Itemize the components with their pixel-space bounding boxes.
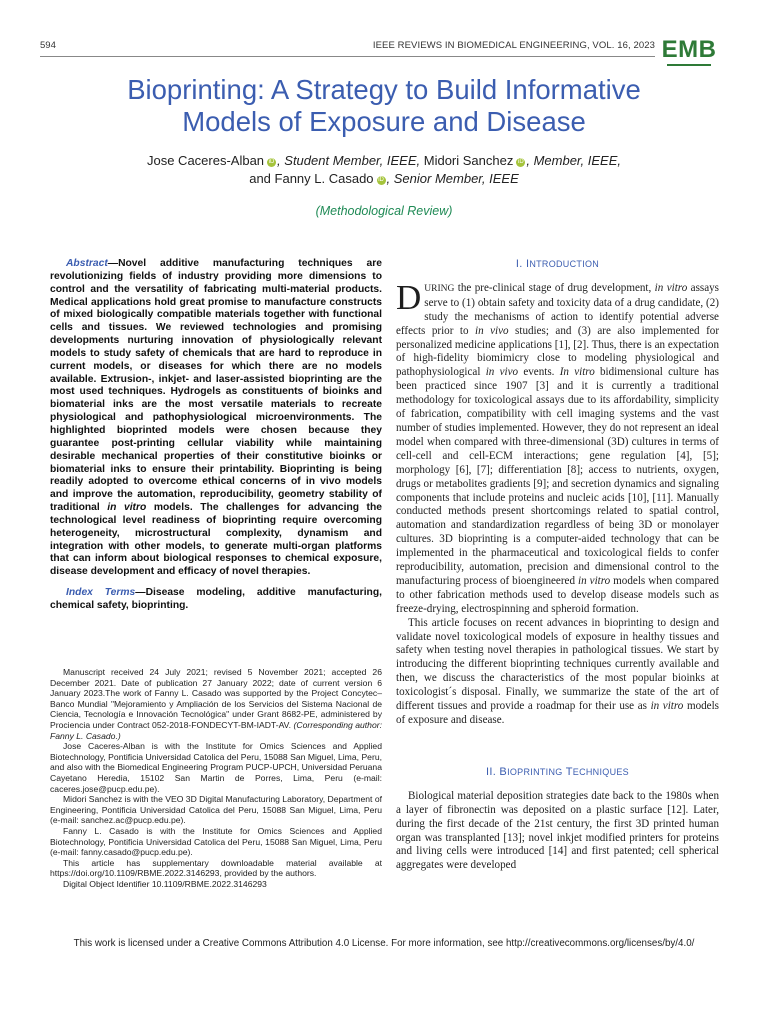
section-number: II.: [485, 765, 497, 778]
author-line-1: [60, 152, 708, 170]
lead-word: URING: [424, 283, 455, 294]
section-title-rest: NTRODUCTION: [529, 259, 600, 269]
section-title-rest: IOPRINTING: [507, 766, 563, 777]
corresponding-author: (Corresponding author: Fanny L. Casado.): [50, 719, 382, 741]
author-name: Jose Caceres-Alban: [146, 153, 265, 168]
author-name: Midori Sanchez: [423, 153, 514, 168]
right-column: [396, 258, 719, 873]
abstract-text-end: models. The challenges for advancing the technological level readiness of bioprinting require overcoming heterogeneity, microstructural complexity, dynamism and integration with other models, to generate multi-organ platforms that can inform about biological responses to chemical exposure, disease development and efficacy of novel therapies.: [50, 502, 382, 578]
paragraph-text: assays serve to (1) obtain safety and toxicity data of a drug candidate, (2) study the mechanisms of action to identify potential adverse effects prior to: [396, 281, 719, 337]
intro-paragraph-1: [396, 277, 720, 617]
emb-logo: [658, 36, 720, 74]
running-header: IEEE REVIEWS IN BIOMEDICAL ENGINEERING, VOL. 16, 2023: [372, 40, 655, 51]
affiliation-1: Jose Caceres-Alban is with the Institute for Omics Sciences and Applied Biotechnology, Pontificia Universidad Catolica del Peru, 15088 San Miguel, Lima, Peru, and also with the Biomedical Engineering Program PUCP-UPCH, Universidad Peruana Cayetano Heredia, 15102 San Martin de Porres, Lima, Peru (e-mail: caceres.jose@pucp.edu.pe).: [50, 741, 382, 794]
orcid-icon[interactable]: iD: [378, 177, 384, 183]
abstract: [50, 258, 382, 579]
author-membership: , Senior Member, IEEE: [386, 171, 519, 186]
abstract-label: Abstract: [66, 258, 108, 269]
doi-note: Digital Object Identifier 10.1109/RBME.2022.3146293: [63, 878, 267, 889]
paragraph-text: bidimensional culture has been practiced since 1907 [3] and it is currently a traditional methodology for toxicological assays due to its affordability, simplicity of fabrication, compatibility with cell imaging systems and the vast number of studies implemented. However, they do not represent an ideal model when compared with three-dimensional (3D) cultures in terms of cell-cell and cell-ECM interactions; gene regulation [4], [5]; morphology [6], [7]; differentiation [8]; access to nutrients, oxygen, drugs or metabolites gradients [9]; and secretion dynamics and signaling components that include proteins and nucleic acids [10], [11]. Manually conducted methods present shortcomings related to spatial control, automation and standardization regardless of being 3D or monolayer cultures. 3D bioprinting is a computer-aided technology that can be implemented in the pharmaceutical and toxicological fields to confer reproducibility, automation, precision and dimensional control to the manufacturing process of bioengineered: [396, 366, 719, 587]
intro-paragraph-2: [396, 617, 719, 728]
paragraph-text: studies; and (3) are also implemented for personalized medicine applications [1], [2]. Thus, there is an expectation of high-fidelity biomimicry close to modeling physiological and pathophysiological: [396, 324, 720, 379]
paragraph-text: events.: [518, 366, 560, 379]
emb-logo-bar: [667, 64, 711, 66]
italic-term: in vivo: [474, 324, 509, 337]
section2-paragraph-1: Biological material deposition strategies date back to the 1980s when a layer of fibronectin was deposited on a plastic surface [12]. Later, during the first decade of the 21st century, the first 3D printed human organ was transplanted [13]; novel inkjet modified printers for proteins and living cells were introduced [14] and first patented; cell spherical aggregates were developed: [396, 789, 719, 872]
italic-term: in vitro: [654, 281, 688, 294]
manuscript-received: [50, 667, 382, 741]
orcid-icon[interactable]: iD: [518, 159, 524, 165]
section-heading-introduction: [396, 258, 719, 272]
abstract-text: Novel additive manufacturing techniques are revolutionizing fields of industry providing more dimensions to control and the versatility of fabricating multi-material products. Medical applications hold great promise to manufacture constructs of mixed biologically compatible materials together with functional cells and tissues. We reviewed technologies and promising developments nurturing innovation of physiologically relevant models to study safety of chemicals that are hard to reproduce in current models, or diseases for which there are no models available. Extrusion-, inkjet- and laser-assisted bioprinting are the most used techniques. Hydrogels as constituents of bioinks and biomaterial inks are the most versatile materials to recreate physiological and pathophysiological microenvironments. The highlighted bioprinted models were chosen because they guarantee post-printing cellular viability while maintaining desirable mechanical properties of their constitutive bioinks or biomaterial inks to ensure their printability. Bioprinting is being readily adopted to overcome ethical concerns of in vivo models and improve the automation, reproducibility, geometry stability of traditional: [50, 258, 382, 514]
review-type: (Methodological Review): [315, 204, 453, 218]
manuscript-notes: [50, 667, 382, 889]
license-notice: This work is licensed under a Creative Commons Attribution 4.0 License. For more information, see http://creativecommons.org/licenses/by/4.0/: [73, 938, 695, 949]
index-terms: [50, 587, 382, 613]
paragraph-text: models of exposure and disease.: [396, 700, 719, 726]
section-number: I.: [515, 258, 523, 270]
orcid-icon[interactable]: iD: [268, 159, 275, 165]
author-name: and Fanny L. Casado: [249, 171, 374, 186]
section-title-initial: I: [525, 258, 530, 270]
paragraph-text: This article focuses on recent advances in bioprinting to design and validate novel toxicological models of exposure in healthy tissues and safety when testing novel therapies in pathological tissues. We start by introducing the different bioprinting techniques currently available and then, we discuss the characteristics of the most popular bioinks at toxicologist´s disposal. Finally, we summarize the state of the art of different tissues and provide a roadmap for their use as: [396, 616, 719, 713]
paragraph-text: models when compared to other fabrication methods used to develop disease models such as freeze-drying, electrospinning and spheroid formation.: [396, 574, 719, 615]
abstract-italic: in vitro: [107, 502, 147, 514]
funding-text: Manuscript received 24 July 2021; revised 5 November 2021; accepted 26 December 2021. Date of publication 27 January 2022; date of current version 6 January 2023.The work of Fanny L. Casado was supported by the Project Concytec–Banco Mundial "Mejoramiento y Ampliación de los Servicios del Sistema Nacional de Ciencia, Tecnología e Innovación Tecnológica" under Grant 8682-PE, administered by Prociencia under Contract 052-2018-FONDECYT-BM-IADT-AV.: [50, 667, 382, 730]
emb-logo-text: EMB: [661, 36, 717, 63]
section-title-initial: T: [565, 765, 573, 778]
section-heading-bioprinting-techniques: [396, 766, 719, 780]
index-terms-text: Disease modeling, additive manufacturing, chemical safety, bioprinting.: [50, 587, 382, 611]
index-terms-dash: —: [135, 587, 146, 599]
author-membership: , Member, IEEE,: [526, 153, 622, 168]
supplementary-note: This article has supplementary downloadable material available at https://doi.org/10.1109/RBME.2022.3146293, provided by the authors.: [50, 857, 382, 879]
article-title: [60, 74, 708, 138]
italic-term: In vitro: [559, 366, 595, 379]
left-column: [50, 258, 382, 613]
italic-term: in vitro: [650, 700, 684, 713]
title-line-1: Bioprinting: A Strategy to Build Informative: [127, 74, 641, 105]
affiliation-2: Midori Sanchez is with the VEO 3D Digital Manufacturing Laboratory, Department of Engineering, Pontificia Universidad Catolica del Peru, 15088 San Miguel, Lima, Peru (e-mail: sanchez.ac@pucp.edu.pe).: [50, 794, 382, 826]
author-membership: , Student Member, IEEE,: [277, 153, 421, 168]
affiliation-3: Fanny L. Casado is with the Institute for Omics Sciences and Applied Biotechnology, Pontificia Universidad Catolica del Peru, 15088 San Miguel, Lima, Peru (e-mail: fanny.casado@pucp.edu.pe).: [50, 825, 382, 858]
italic-term: in vitro: [578, 574, 611, 587]
author-list: [60, 152, 708, 188]
drop-cap: D: [396, 277, 422, 317]
index-terms-label: Index Terms: [66, 587, 136, 599]
section-title-initial: B: [499, 765, 508, 778]
page-number: 594: [40, 40, 56, 51]
abstract-dash: —: [107, 258, 119, 269]
italic-term: in vivo: [485, 366, 519, 379]
paragraph-text: the pre-clinical stage of drug development,: [454, 281, 655, 294]
title-line-2: Models of Exposure and Disease: [182, 106, 586, 137]
header-rule: [40, 56, 655, 57]
author-line-2: [60, 170, 708, 188]
section-title-rest: ECHNIQUES: [572, 766, 629, 777]
